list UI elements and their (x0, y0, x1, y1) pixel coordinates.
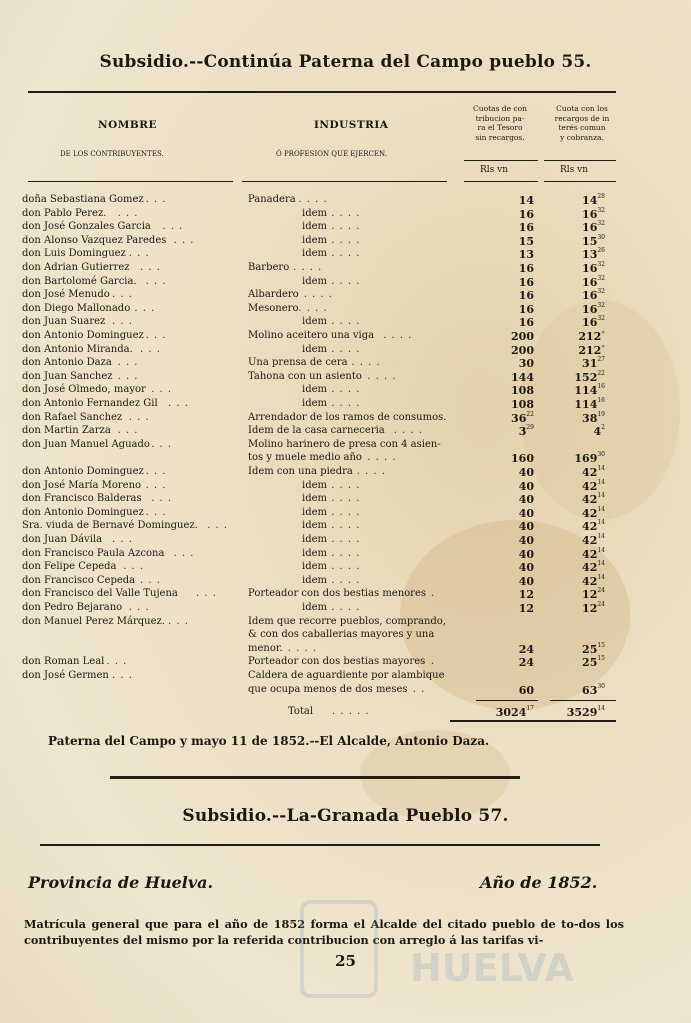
industry-cell: idem (302, 248, 327, 260)
recargo-cell: $16^{32}$ (582, 220, 605, 235)
contributor-name: doña Sebastiana Gomez (22, 194, 144, 205)
cuota-cell: $36^{22}$ (511, 410, 534, 425)
contributor-name: don Felipe Cepeda (22, 561, 117, 573)
table-row: don José Gonzales Garcia . . . idem . . . . 16 $16^{32}$ (22, 220, 605, 235)
table-row: don Antonio Miranda. . . . idem . . . . 200 212» (22, 342, 605, 357)
recargo-cell: $42^{14}$ (582, 560, 605, 575)
contributor-name: don Luis Dominguez (22, 248, 126, 260)
contributor-name: don Antonio Daza (22, 357, 112, 369)
recargo-cell: 212» (578, 329, 605, 343)
industry-cell: idem (302, 574, 327, 586)
total-row: Total . . . . . 3024$^{17}$ 3529$^{14}$ (288, 705, 605, 719)
table-row: don Antonio Dominguez . . . idem . . . . 40 $42^{14}$ (22, 505, 605, 520)
industry-cell: Idem con una piedra (248, 466, 353, 477)
industria-header: INDUSTRIA (314, 119, 389, 131)
table-row: don Juan Manuel Aguado . . . Molino harinero de presa con 4 asien- (22, 438, 441, 450)
unit-label: Rls vn (480, 165, 509, 175)
recargo-cell: 212» (578, 342, 605, 357)
industry-cell: idem (302, 316, 327, 328)
recargo-cell: $16^{32}$ (582, 206, 605, 221)
industry-cell: Barbero (248, 262, 290, 273)
matricula-paragraph: Matrícula general que para el año de 1852 forma el Alcalde del citado pueblo de to-dos los contribuyentes del mismo por la referida contribucion con arreglo á las tarifas vi- (24, 917, 624, 947)
contributor-name: don Juan Suarez (22, 316, 106, 328)
industry-cell: idem (302, 479, 327, 491)
table-row: don Felipe Cepeda . . . idem . . . . 40 $42^{14}$ (22, 560, 605, 575)
industry-cell: idem (302, 506, 327, 518)
cuota-cell: 160 (511, 452, 534, 466)
contributor-name: don Pablo Perez. (22, 207, 107, 219)
industria-subheader: Ó PROFESION QUE EJERCEN. (276, 150, 387, 158)
recargo-cell: $42^{14}$ (582, 546, 605, 561)
contributor-name: don Adrian Gutierrez (22, 262, 130, 273)
recargo-cell: $25^{15}$ (582, 641, 605, 656)
contributor-name: Sra. viuda de Bernavé Dominguez. (22, 520, 198, 532)
year-label: Año de 1852. (480, 873, 598, 892)
contributor-name: don Juan Dávila (22, 534, 103, 545)
industry-cell: Molino harinero de presa con 4 asien- (248, 438, 441, 450)
table-row: don Rafael Sanchez . . . Arrendador de los ramos de consumos. $36^{22}$ $38^{19}$ (22, 410, 605, 425)
recargo-cell: $12^{24}$ (582, 587, 605, 602)
industry-cell: Una prensa de cera (248, 357, 348, 369)
contributor-name: don Francisco Cepeda (22, 574, 136, 586)
industry-cell: idem (302, 384, 327, 396)
total-label: Total (288, 706, 314, 717)
cuota-cell: 40 (518, 479, 534, 493)
table-row: doña Sebastiana Gomez . . . Panadera . . . . 14 $14^{28}$ (22, 193, 605, 207)
table-row: don Juan Suarez . . . idem . . . . 16 $16^{32}$ (22, 315, 605, 330)
recargo-cell: $14^{28}$ (582, 193, 605, 207)
table-row: don Alonso Vazquez Paredes . . . idem . . . . 15 $15^{30}$ (22, 233, 605, 248)
recargo-cell: $16^{32}$ (582, 301, 605, 316)
cuota-cell: 40 (518, 574, 534, 588)
table-row: que ocupa menos de dos meses . . . 60 $63^{30}$ (248, 682, 605, 697)
recargo-cell: $42^{14}$ (582, 478, 605, 493)
contributor-name: don José Gonzales Garcia (22, 221, 151, 233)
table-row: menor. . . . . 24 $25^{15}$ (248, 641, 605, 656)
industry-cell: idem (302, 221, 327, 233)
recargo-cell: $16^{32}$ (582, 274, 605, 289)
contributor-name: don Antonio Dominguez (22, 330, 144, 341)
cuota-cell: 14 (518, 194, 534, 207)
industry-cell: idem (302, 534, 327, 545)
contributor-name: don Bartolomé Garcia. (22, 275, 137, 287)
industry-cell: idem (302, 561, 327, 573)
industry-cell: Idem que recorre pueblos, comprando, (248, 615, 447, 627)
industry-cell: que ocupa menos de dos meses (248, 683, 408, 695)
table-row: don José María Moreno . . . idem . . . . 40 $42^{14}$ (22, 478, 605, 493)
table-row: don Francisco del Valle Tujena . . . Porteador con dos bestias menores . 12 $12^{24}$ (22, 587, 605, 602)
page-number: 25 (335, 952, 356, 970)
nombre-subheader: DE LOS CONTRIBUYENTES. (60, 150, 164, 158)
industry-cell: Caldera de aguardiente por alambique (248, 670, 445, 681)
recargo-cell: $114^{16}$ (574, 397, 605, 411)
industry-cell: idem (302, 493, 327, 505)
cuotas-header: Cuotas de con tribucion pa- ra el Tesoro sin recargos. (473, 104, 527, 142)
cuota-cell: 12 (518, 602, 534, 615)
cuota-cell: 15 (518, 234, 534, 248)
contributor-name: don Alonso Vazquez Paredes (22, 234, 167, 246)
recargo-cell: $169^{30}$ (574, 451, 605, 466)
cuota-cell: 40 (518, 520, 534, 534)
cuota-cell: 16 (518, 262, 534, 275)
header-rule (28, 91, 616, 93)
table-row: don Francisco Balderas . . . idem . . . . 40 $42^{14}$ (22, 492, 605, 507)
table-row: don José Germen . . . Caldera de aguardiente por alambique (22, 670, 445, 681)
cuota-cell: 24 (518, 656, 534, 670)
cuota-cell: $3^{29}$ (518, 424, 534, 439)
cuota-cell: 108 (511, 384, 534, 398)
recargo-cell: $4^2$ (593, 424, 605, 439)
contributor-name: don Francisco Balderas (22, 493, 142, 505)
industry-cell: & con dos caballerias mayores y una (248, 629, 435, 641)
recargo-cell: $42^{14}$ (582, 573, 605, 588)
cuota-cell: 16 (518, 316, 534, 330)
industry-cell: Porteador con dos bestias mayores (248, 656, 426, 668)
table-row: don Adrian Gutierrez . . . Barbero . . . . 16 $16^{32}$ (22, 261, 605, 275)
industry-cell: idem (302, 547, 327, 559)
recargo-cell: $16^{32}$ (582, 315, 605, 330)
cuota-cell: 40 (518, 561, 534, 575)
industry-cell: idem (302, 207, 327, 219)
cuota-cell: 144 (511, 370, 534, 384)
industry-cell: Porteador con dos bestias menores (248, 588, 427, 600)
recargo-cell: $16^{32}$ (582, 261, 605, 275)
industry-cell: Molino aceitero una viga (248, 330, 375, 341)
recargo-cell: $152^{22}$ (574, 369, 605, 384)
industry-cell: idem (302, 398, 327, 409)
cuota-cell: 200 (511, 330, 534, 343)
industry-cell: Tahona con un asiento (248, 370, 362, 382)
contributor-name: don Antonio Dominguez (22, 466, 144, 477)
recargo-cell: $25^{15}$ (582, 655, 605, 670)
recargo-cell: $42^{14}$ (582, 519, 605, 534)
table-row: Sra. viuda de Bernavé Dominguez. . . . idem . . . . 40 $42^{14}$ (22, 519, 605, 534)
recargo-cell: $114^{16}$ (574, 383, 605, 398)
table-row: don Pedro Bejarano . . . idem . . . . 12 $12^{24}$ (22, 601, 605, 615)
signature-line: Paterna del Campo y mayo 11 de 1852.--El Alcalde, Antonio Daza. (48, 734, 490, 748)
table-row: don Antonio Daza . . . Una prensa de cera . . . . 30 $31^{27}$ (22, 356, 605, 371)
contributor-name: don Martin Zarza (22, 425, 111, 437)
table-row: don Manuel Perez Márquez. . . . Idem que recorre pueblos, comprando, (22, 615, 447, 627)
contributor-name: don Pedro Bejarano (22, 602, 123, 613)
contributor-name: don Juan Manuel Aguado (22, 438, 150, 450)
section-title-2: Subsidio.--La-Granada Pueblo 57. (182, 806, 509, 826)
industry-cell: idem (302, 602, 327, 613)
cuota-recargos-header: Cuota con los recargos de in terés comun y cobranza. (554, 104, 610, 142)
table-row: don Roman Leal . . . Porteador con dos bestias mayores . 24 $25^{15}$ (22, 655, 605, 670)
cuota-cell: 40 (518, 493, 534, 507)
recargo-cell: $15^{30}$ (582, 233, 605, 248)
cuota-cell: 16 (518, 289, 534, 303)
recargo-cell: $12^{24}$ (582, 601, 605, 615)
contributor-name: don Francisco Paula Azcona (22, 547, 165, 559)
recargo-cell: $42^{14}$ (582, 492, 605, 507)
industry-cell: Arrendador de los ramos de consumos. (248, 411, 447, 423)
industry-cell: idem (302, 343, 327, 355)
huelva-watermark: HUELVA (410, 946, 574, 990)
cuota-cell: 13 (518, 248, 534, 262)
recargo-cell: $42^{14}$ (582, 465, 605, 479)
cuota-cell: 16 (518, 275, 534, 289)
contributor-name: don Francisco del Valle Tujena (22, 588, 178, 600)
recargo-cell: $42^{14}$ (582, 505, 605, 520)
contributor-name: don Antonio Dominguez (22, 506, 144, 518)
table-row: don Pablo Perez. . . . idem . . . . 16 $16^{32}$ (22, 206, 605, 221)
contributor-name: don Juan Sanchez (22, 370, 113, 382)
industry-cell: Mesonero (248, 302, 299, 314)
table-row: don José Menudo . . . Albardero . . . . 16 $16^{32}$ (22, 288, 605, 303)
recargo-cell: $63^{30}$ (582, 682, 605, 697)
contributor-name: don Rafael Sanchez (22, 411, 123, 423)
cuota-cell: 30 (518, 357, 534, 371)
provincia-label: Provincia de Huelva. (28, 873, 214, 892)
industry-cell: idem (302, 234, 327, 246)
contributor-name: don Antonio Fernandez Gil (22, 398, 158, 409)
cuota-cell: 16 (518, 221, 534, 235)
cuota-cell: 40 (518, 534, 534, 547)
cuota-cell: 40 (518, 547, 534, 561)
nombre-header: NOMBRE (98, 119, 157, 131)
contributor-name: don Antonio Miranda. (22, 343, 133, 355)
contributor-name: don Roman Leal (22, 656, 105, 668)
table-row (0, 629, 691, 643)
table-row: don Diego Mallonado . . . Mesonero . . . . 16 $16^{32}$ (22, 301, 605, 316)
industry-cell: menor. (248, 642, 283, 654)
contributor-name: don Diego Mallonado (22, 302, 131, 314)
total-recargo: 3529$^{14}$ (566, 705, 605, 719)
unit-label: Rls vn (560, 165, 589, 175)
cuota-cell: 60 (518, 683, 534, 697)
recargo-cell: $42^{14}$ (582, 533, 605, 547)
recargo-cell: $31^{27}$ (582, 356, 605, 371)
industry-cell: idem (302, 275, 327, 287)
cuota-cell: 16 (518, 207, 534, 221)
section-title: Subsidio.--Continúa Paterna del Campo pueblo 55. (99, 52, 592, 72)
contributor-name: don Manuel Perez Márquez. (22, 615, 165, 627)
total-cuota: 3024$^{17}$ (495, 705, 534, 719)
contributor-name: don José Germen (22, 670, 109, 681)
cuota-cell: 200 (511, 343, 534, 357)
cuota-cell: 40 (518, 506, 534, 520)
table-row: don Francisco Cepeda . . . idem . . . . 40 $42^{14}$ (22, 573, 605, 588)
contributor-name: don José María Moreno (22, 479, 142, 491)
cuota-cell: 108 (511, 398, 534, 411)
industry-cell: Idem de la casa carneceria (248, 425, 385, 437)
table-row: don Martin Zarza . . . Idem de la casa carneceria . . . . $3^{29}$ $4^2$ (22, 424, 605, 439)
contributor-name: don José Olmedo, mayor (22, 384, 146, 396)
table-row: don Juan Sanchez . . . Tahona con un asiento . . . . 144 $152^{22}$ (22, 369, 605, 384)
table-row: don Francisco Paula Azcona . . . idem . . . . 40 $42^{14}$ (22, 546, 605, 561)
recargo-cell: $13^{26}$ (582, 247, 605, 262)
table-row: don José Olmedo, mayor . . . idem . . . . 108 $114^{16}$ (22, 383, 605, 398)
recargo-cell: $38^{19}$ (582, 410, 605, 425)
industry-cell: Albardero (248, 289, 299, 301)
cuota-cell: 40 (518, 466, 534, 479)
table-row: don Luis Dominguez . . . idem . . . . 13 $13^{26}$ (22, 247, 605, 262)
cuota-cell: 16 (518, 302, 534, 316)
contributor-name: don José Menudo (22, 289, 110, 301)
table-row: don Bartolomé Garcia. . . . idem . . . . 16 $16^{32}$ (22, 274, 605, 289)
table-row: don Antonio Dominguez . . . Idem con una piedra . . . . 40 $42^{14}$ (22, 465, 605, 479)
table-row: don Antonio Fernandez Gil . . . idem . . . . 108 $114^{16}$ (22, 397, 605, 411)
industry-cell: tos y muele medio año (248, 452, 362, 464)
table-row: don Juan Dávila . . . idem . . . . 40 $42^{14}$ (22, 533, 605, 547)
industry-cell: idem (302, 520, 327, 532)
cuota-cell: 24 (518, 642, 534, 656)
table-row: tos y muele medio año . . . . 160 $169^{30}$ (248, 451, 605, 466)
shield-icon (300, 900, 378, 998)
cuota-cell: 12 (518, 588, 534, 602)
industry-cell: Panadera (248, 194, 296, 205)
table-row: don Antonio Dominguez . . . Molino aceitero una viga . . . . 200 212» (22, 329, 605, 343)
recargo-cell: $16^{32}$ (582, 288, 605, 303)
